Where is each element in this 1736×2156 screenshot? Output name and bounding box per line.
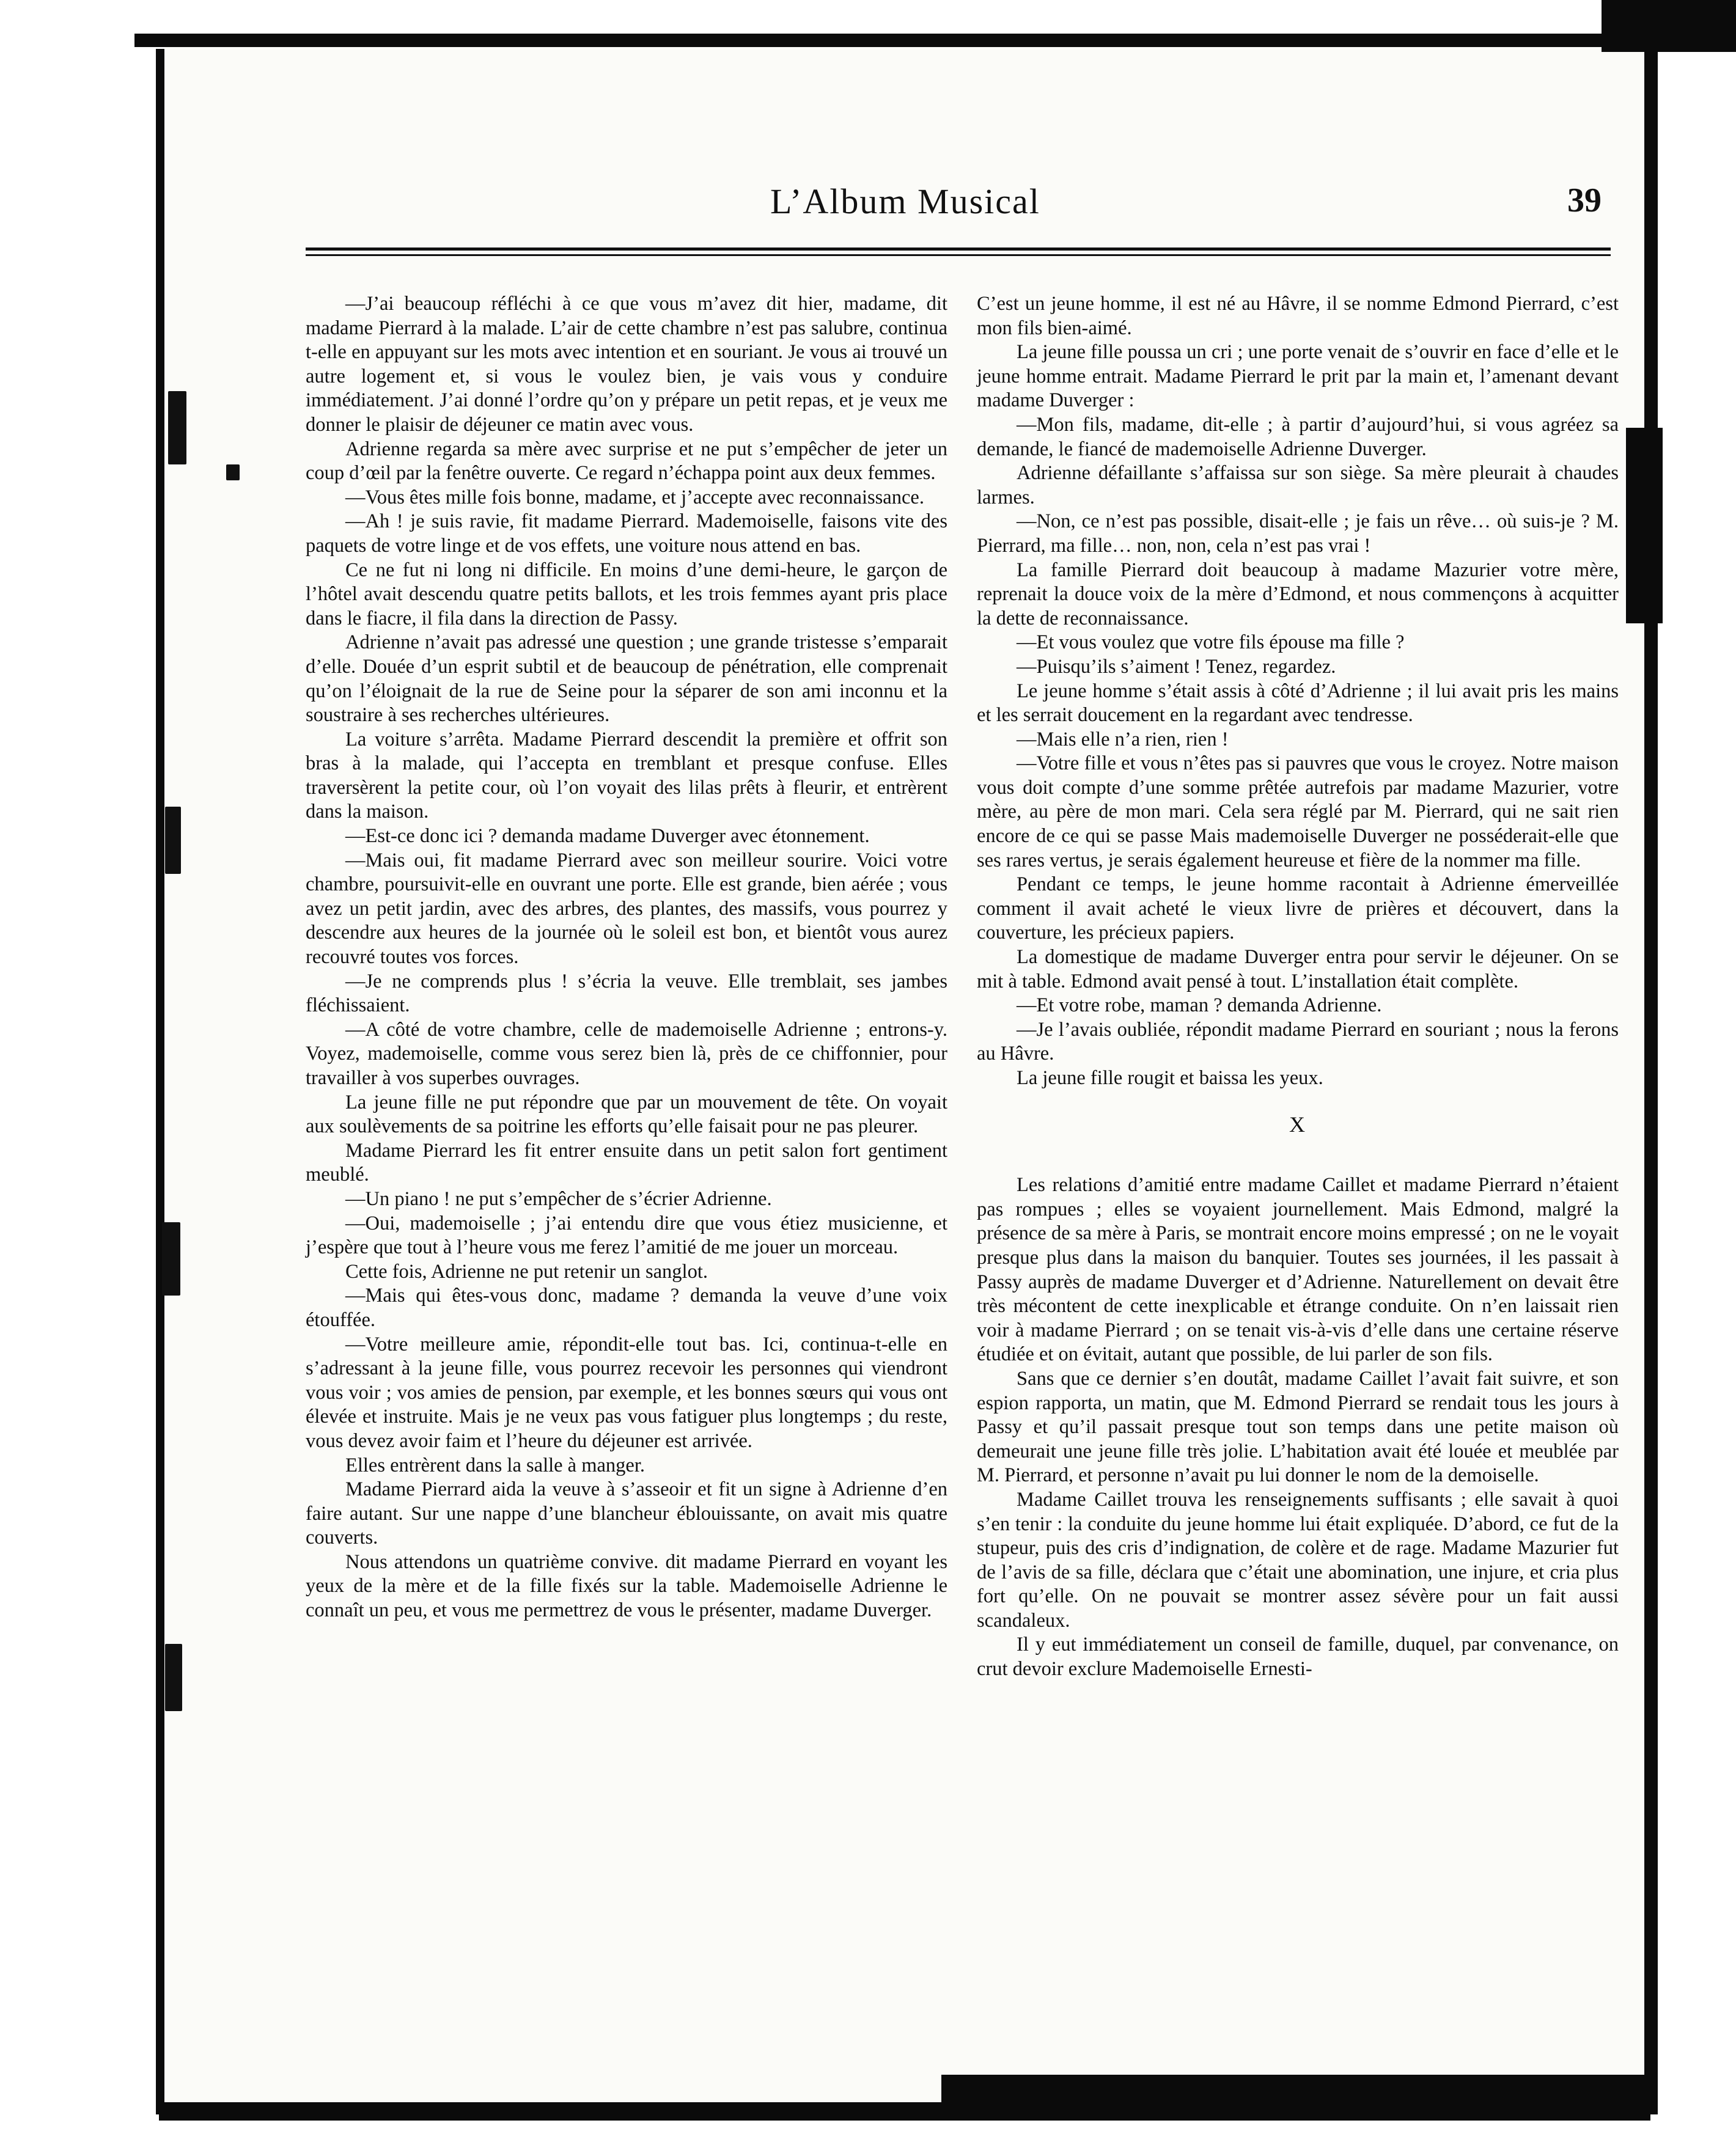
right-column-bottom [977, 1173, 1619, 1681]
header-rule-thin [306, 254, 1611, 256]
paragraph: C’est un jeune homme, il est né au Hâvre, il se nomme Edmond Pierrard, c’est mon fils bien-aimé. [977, 293, 1619, 339]
paragraph: —Un piano ! ne put s’empêcher de s’écrier Adrienne. [345, 1187, 772, 1210]
paragraph: —A côté de votre chambre, celle de mademoiselle Adrienne ; entrons-y. Voyez, mademoiselle, comme vous serez bien là, près de ce chiffonnier, pour travailler à vos superbes ouvrages. [306, 1018, 947, 1089]
paragraph: —Votre fille et vous n’êtes pas si pauvres que vous le croyez. Notre maison vous doit compte d’une somme prêtée autrefois par madame Mazurier, votre mère, au père de mon mari. Cela sera réglé par M. Pierrard, qui ne sait rien encore de ce qui se passe Mais mademoiselle Duverger ne posséderait-elle que ses rares vertus, je serais également heureuse et fière de la nommer ma fille. [977, 752, 1619, 871]
paragraph: Madame Caillet trouva les renseignements suffisants ; elle savait à quoi s’en tenir : la conduite du jeune homme lui était expliquée. D’abord, ce fut de la stupeur, puis des cris d’indignation, de colère et de rage. Madame Mazurier fut de l’avis de sa fille, déclara que c’était une abomination, une injure, et cria plus fort qu’elle. On ne pouvait se montrer assez sévère pour un fait aussi scandaleux. [977, 1488, 1619, 1632]
paragraph: Pendant ce temps, le jeune homme racontait à Adrienne émerveillée comment il avait acheté le vieux livre de prières et découvert, dans la couverture, les précieux papiers. [977, 873, 1619, 944]
paragraph: Madame Pierrard aida la veuve à s’asseoir et fit un signe à Adrienne d’en faire autant. Sur une nappe d’une blancheur éblouissante, on avait mis quatre couverts. [306, 1478, 947, 1549]
paragraph: —Mais oui, fit madame Pierrard avec son meilleur sourire. Voici votre chambre, poursuivit-elle en ouvrant une porte. Elle est grande, bien aérée ; vous avez un petit jardin, avec des arbres, des plantes, des massifs, vous pourrez y descendre aux heures de la journée où le soleil est bon, et bientôt vous aurez recouvré toutes vos forces. [306, 849, 947, 969]
paragraph: Nous attendons un quatrième convive. dit madame Pierrard en voyant les yeux de la mère et de la fille fixés sur la table. Mademoiselle Adrienne le connaît un peu, et vous me permettrez de vous le présenter, madame Duverger. [306, 1550, 947, 1622]
paragraph: La famille Pierrard doit beaucoup à madame Mazurier votre mère, reprenait la douce voix de la mère d’Edmond, et nous commençons à acquitter la dette de reconnaissance. [977, 559, 1619, 629]
paragraph: La jeune fille ne put répondre que par un mouvement de tête. On voyait aux soulèvements de sa poitrine les efforts qu’elle faisait pour ne pas pleurer. [306, 1091, 947, 1138]
paragraph: —Oui, mademoiselle ; j’ai entendu dire que vous étiez musicienne, et j’espère que tout à l’heure vous me ferez l’amitié de me jouer un morceau. [306, 1212, 947, 1259]
paragraph: Madame Pierrard les fit entrer ensuite dans un petit salon fort gentiment meublé. [306, 1139, 947, 1186]
paragraph: —Vous êtes mille fois bonne, madame, et j’accepte avec reconnaissance. [345, 486, 924, 508]
paragraph: Adrienne regarda sa mère avec surprise et ne put s’empêcher de jeter un coup d’œil par la fenêtre ouverte. Ce regard n’échappa point aux deux femmes. [306, 438, 947, 485]
margin-speck [168, 391, 186, 464]
paragraph: Sans que ce dernier s’en doutât, madame Caillet l’avait fait suivre, et son espion rapporta, un matin, que M. Edmond Pierrard se rendait tous les jours à Passy et qu’il passait presque tout son temps dans une petite maison où demeurait une jeune fille très jolie. L’habitation avait été louée et meublée par M. Pierrard, et personne n’avait pu lui donner le nom de la demoiselle. [977, 1367, 1619, 1487]
paragraph: —Je l’avais oubliée, répondit madame Pierrard en souriant ; nous la ferons au Hâvre. [977, 1018, 1619, 1065]
scan-border-top [134, 34, 1663, 47]
scan-border-top-right [1602, 0, 1736, 52]
paragraph: —Mais elle n’a rien, rien ! [1017, 728, 1229, 750]
page-header [306, 181, 1626, 230]
scan-border-right [1644, 43, 1658, 2114]
paragraph: Adrienne n’avait pas adressé une question ; une grande tristesse s’emparait d’elle. Douée d’un esprit subtil et de beaucoup de pénétration, elle comprenait qu’on l’éloignait de la rue de Seine pour la séparer de son ami inconnu et la soustraire à ses recherches ultérieures. [306, 631, 947, 727]
paragraph: —Mais qui êtes-vous donc, madame ? demanda la veuve d’une voix étouffée. [306, 1285, 947, 1331]
left-column [306, 292, 947, 1623]
paragraph: Il y eut immédiatement un conseil de famille, duquel, par convenance, on crut devoir exclure Mademoiselle Ernesti- [977, 1634, 1619, 1681]
paragraph: La jeune fille rougit et baissa les yeux. [1017, 1067, 1323, 1089]
paragraph: Adrienne défaillante s’affaissa sur son siège. Sa mère pleurait à chaudes larmes. [977, 462, 1619, 508]
right-column-top [977, 292, 1619, 1091]
paragraph: Elles entrèrent dans la salle à manger. [345, 1454, 645, 1476]
scan-border-left [156, 49, 164, 2114]
paragraph: La domestique de madame Duverger entra pour servir le déjeuner. On se mit à table. Edmond avait pensé à tout. L’installation était complète. [977, 946, 1619, 992]
page-number: 39 [1567, 182, 1602, 219]
margin-speck [162, 1222, 180, 1296]
paragraph: —Je ne comprends plus ! s’écria la veuve. Elle tremblait, ses jambes fléchissaient. [306, 970, 947, 1017]
paragraph: —Mon fils, madame, dit-elle ; à partir d’aujourd’hui, si vous agréez sa demande, le fiancé de mademoiselle Adrienne Duverger. [977, 413, 1619, 460]
paragraph: Les relations d’amitié entre madame Caillet et madame Pierrard n’étaient pas rompues ; elles se voyaient journellement. Mais Edmond, malgré la présence de sa mère à Paris, se montrait encore moins empressé ; on ne le voyait presque plus dans la maison du banquier. Toutes ses journées, il les passait à Passy auprès de madame Duverger et d’Adrienne. Naturellement on devait être très mécontent de cette inexplicable et étrange conduite. On n’en laissait rien voir à madame Pierrard ; on se tenait vis-à-vis d’elle dans une certaine réserve étudiée et on évitait, autant que possible, de lui parler de son fils. [977, 1174, 1619, 1366]
paragraph: La voiture s’arrêta. Madame Pierrard descendit la première et offrit son bras à la malade, qui l’accepta en tremblant et presque confuse. Elles traversèrent la petite cour, où l’on voyait des lilas prêts à fleurir, et entrèrent dans la maison. [306, 728, 947, 823]
paragraph: Ce ne fut ni long ni difficile. En moins d’une demi-heure, le garçon de l’hôtel avait descendu quatre petits ballots, et les trois femmes ayant pris place dans le fiacre, il fila dans la direction de Passy. [306, 559, 947, 629]
paragraph: —Votre meilleure amie, répondit-elle tout bas. Ici, continua-t-elle en s’adressant à la jeune fille, vous pourrez recevoir les personnes qui viendront vous voir ; vos amies de pension, par exemple, et les bonnes sœurs qui vous ont élevée et instruite. Mais je ne veux pas vous fatiguer plus longtemps ; du reste, vous devez avoir faim et l’heure du déjeuner est arrivée. [306, 1333, 947, 1452]
header-rule-thick [306, 248, 1611, 251]
scan-border-bottom-right [941, 2075, 1650, 2111]
margin-speck [165, 1644, 182, 1711]
paragraph: —Est-ce donc ici ? demanda madame Duverger avec étonnement. [345, 825, 870, 848]
paragraph: La jeune fille poussa un cri ; une porte venait de s’ouvrir en face d’elle et le jeune homme entrait. Madame Pierrard le prit par la main et, l’amenant devant madame Duverger : [977, 341, 1619, 412]
paragraph: —Et votre robe, maman ? demanda Adrienne. [1017, 994, 1382, 1017]
paragraph: —Ah ! je suis ravie, fit madame Pierrard. Mademoiselle, faisons vite des paquets de votre linge et de vos effets, une voiture nous attend en bas. [306, 510, 947, 557]
running-title: L’Album Musical [770, 182, 1040, 221]
paragraph: —Puisqu’ils s’aiment ! Tenez, regardez. [1017, 655, 1336, 678]
paragraph: Cette fois, Adrienne ne put retenir un sanglot. [345, 1260, 708, 1283]
paragraph: —J’ai beaucoup réfléchi à ce que vous m’avez dit hier, madame, dit madame Pierrard à la malade. L’air de cette chambre n’est pas salubre, continua t-elle en appuyant sur les mots avec intention et en souriant. Je vous ai trouvé un autre logement et, si vous le voulez bien, je vais vous y conduire immédiatement. J’ai donné l’ordre qu’on y prépare un petit repas, et je veux me donner le plaisir de déjeuner ce matin avec vous. [306, 293, 947, 436]
section-heading: X [1289, 1112, 1306, 1137]
paragraph: Le jeune homme s’était assis à côté d’Adrienne ; il lui avait pris les mains et les serrait doucement en la regardant avec tendresse. [977, 680, 1619, 727]
paragraph: —Non, ce n’est pas possible, disait-elle ; je fais un rêve… où suis-je ? M. Pierrard, ma fille… non, non, cela n’est pas vrai ! [977, 510, 1619, 557]
right-column [977, 292, 1619, 1682]
torn-edge-right [1626, 428, 1663, 623]
paragraph: —Et vous voulez que votre fils épouse ma fille ? [1017, 631, 1405, 654]
margin-speck [165, 807, 181, 874]
margin-speck [226, 464, 240, 480]
